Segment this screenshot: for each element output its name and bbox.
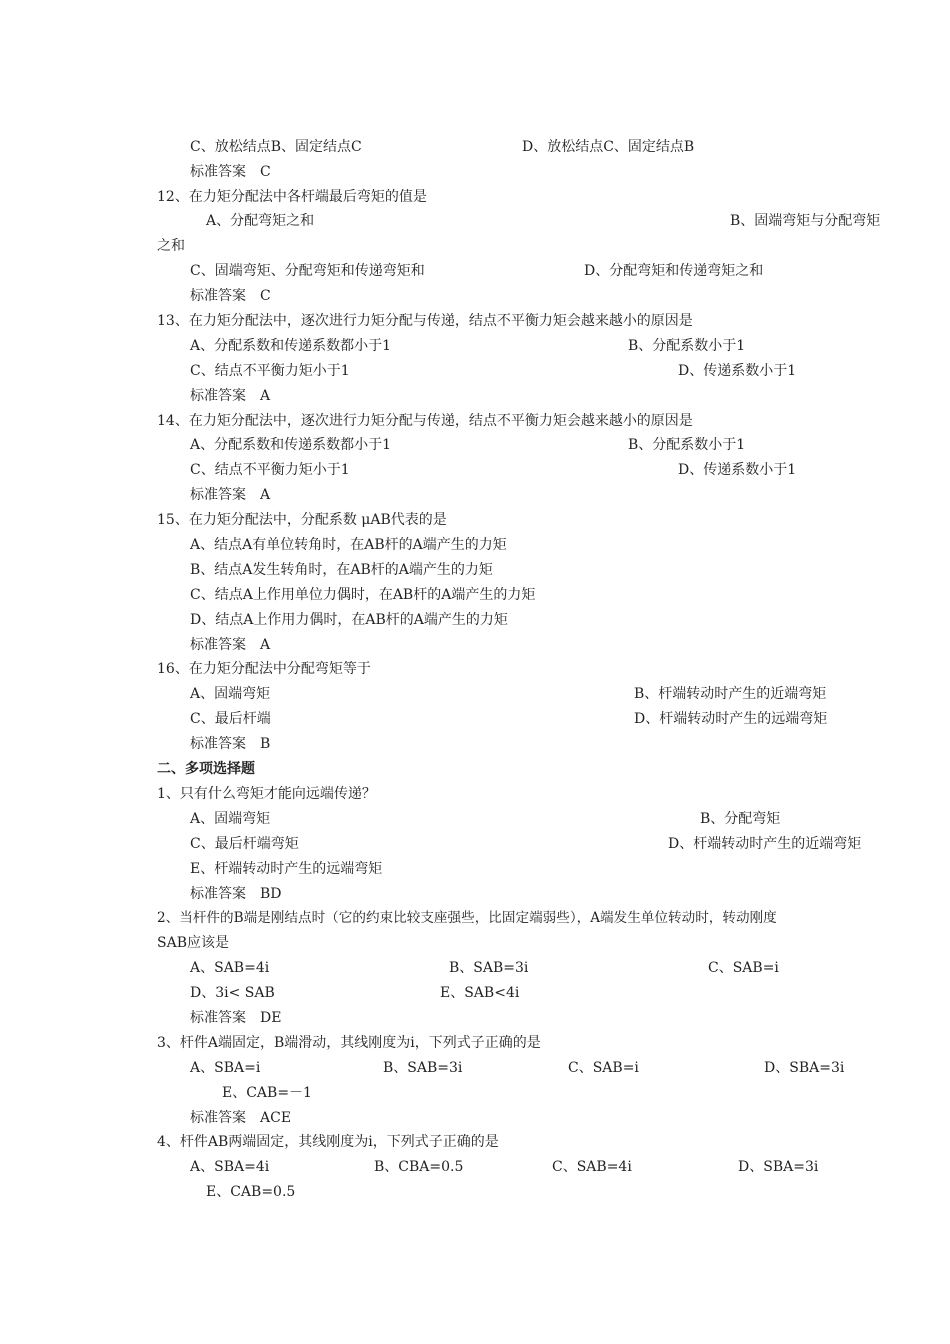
option-q13-b: B、分配系数小于1: [628, 338, 746, 354]
option-m1-e: E、杆端转动时产生的远端弯矩: [190, 861, 383, 877]
option-q15-d: D、结点A上作用力偶时，在AB杆的A端产生的力矩: [190, 612, 508, 628]
option-q11-c: C、放松结点B、固定结点C: [190, 139, 362, 155]
option-q16-b: B、杆端转动时产生的近端弯矩: [634, 686, 827, 702]
option-q12-a: A、分配弯矩之和: [206, 213, 315, 229]
question-m4: 4、杆件AB两端固定，其线刚度为i，下列式子正确的是: [157, 1134, 499, 1150]
option-q16-d: D、杆端转动时产生的远端弯矩: [634, 711, 828, 727]
option-m1-a: A、固端弯矩: [190, 811, 271, 827]
question-15: 15、在力矩分配法中，分配系数 μAB代表的是: [157, 512, 447, 528]
option-m2-e: E、SAB<4i: [440, 985, 520, 1001]
option-q13-c: C、结点不平衡力矩小于1: [190, 363, 350, 379]
option-m1-c: C、最后杆端弯矩: [190, 836, 299, 852]
option-m4-a: A、SBA=4i: [190, 1159, 270, 1175]
option-m3-b: B、SAB=3i: [383, 1060, 463, 1076]
section-heading-multiple-choice: 二、多项选择题: [157, 761, 255, 777]
option-q12-b: B、固端弯矩与分配弯矩: [730, 213, 881, 229]
question-m2-cont: SAB应该是: [157, 935, 229, 951]
answer-q15: 标准答案 A: [190, 637, 271, 653]
option-q15-c: C、结点A上作用单位力偶时，在AB杆的A端产生的力矩: [190, 587, 536, 603]
option-m4-e: E、CAB=0.5: [206, 1184, 296, 1200]
question-m3: 3、杆件A端固定，B端滑动，其线刚度为i，下列式子正确的是: [157, 1035, 541, 1051]
option-q16-c: C、最后杆端: [190, 711, 271, 727]
option-q12-d: D、分配弯矩和传递弯矩之和: [584, 263, 764, 279]
question-16: 16、在力矩分配法中分配弯矩等于: [157, 661, 371, 677]
option-m3-a: A、SBA=i: [190, 1060, 261, 1076]
option-q12-c: C、固端弯矩、分配弯矩和传递弯矩和: [190, 263, 425, 279]
question-12: 12、在力矩分配法中各杆端最后弯矩的值是: [157, 189, 427, 205]
answer-m3: 标准答案 ACE: [190, 1110, 292, 1126]
question-13: 13、在力矩分配法中，逐次进行力矩分配与传递，结点不平衡力矩会越来越小的原因是: [157, 313, 693, 329]
question-14: 14、在力矩分配法中，逐次进行力矩分配与传递，结点不平衡力矩会越来越小的原因是: [157, 413, 693, 429]
option-m4-b: B、CBA=0.5: [374, 1159, 464, 1175]
option-m2-d: D、3i< SAB: [190, 985, 275, 1001]
question-m2: 2、当杆件的B端是刚结点时（它的约束比较支座强些，比固定端弱些），A端发生单位转动时，转动刚度: [157, 910, 777, 926]
answer-q11: 标准答案 C: [190, 164, 271, 180]
option-m2-c: C、SAB=i: [708, 960, 779, 976]
answer-m1: 标准答案 BD: [190, 886, 282, 902]
option-q11-d: D、放松结点C、固定结点B: [522, 139, 695, 155]
option-q14-c: C、结点不平衡力矩小于1: [190, 462, 350, 478]
option-m3-c: C、SAB=i: [568, 1060, 639, 1076]
option-q14-d: D、传递系数小于1: [678, 462, 797, 478]
answer-m2: 标准答案 DE: [190, 1010, 282, 1026]
answer-q14: 标准答案 A: [190, 487, 271, 503]
option-m4-c: C、SAB=4i: [552, 1159, 632, 1175]
answer-q13: 标准答案 A: [190, 388, 271, 404]
answer-q16: 标准答案 B: [190, 736, 271, 752]
option-m1-b: B、分配弯矩: [700, 811, 781, 827]
option-m4-d: D、SBA=3i: [738, 1159, 819, 1175]
option-q15-a: A、结点A有单位转角时，在AB杆的A端产生的力矩: [190, 537, 507, 553]
option-q14-b: B、分配系数小于1: [628, 437, 746, 453]
option-m3-d: D、SBA=3i: [764, 1060, 845, 1076]
option-q13-a: A、分配系数和传递系数都小于1: [190, 338, 392, 354]
option-q16-a: A、固端弯矩: [190, 686, 271, 702]
option-q13-d: D、传递系数小于1: [678, 363, 797, 379]
option-m3-e: E、CAB=－1: [222, 1085, 312, 1101]
option-m2-b: B、SAB=3i: [449, 960, 529, 976]
question-m1: 1、只有什么弯矩才能向远端传递？: [157, 786, 376, 802]
option-m2-a: A、SAB=4i: [190, 960, 270, 976]
answer-q12: 标准答案 C: [190, 288, 271, 304]
option-m1-d: D、杆端转动时产生的近端弯矩: [668, 836, 862, 852]
option-q14-a: A、分配系数和传递系数都小于1: [190, 437, 392, 453]
option-q15-b: B、结点A发生转角时，在AB杆的A端产生的力矩: [190, 562, 493, 578]
option-q12-b-cont: 之和: [157, 238, 185, 254]
